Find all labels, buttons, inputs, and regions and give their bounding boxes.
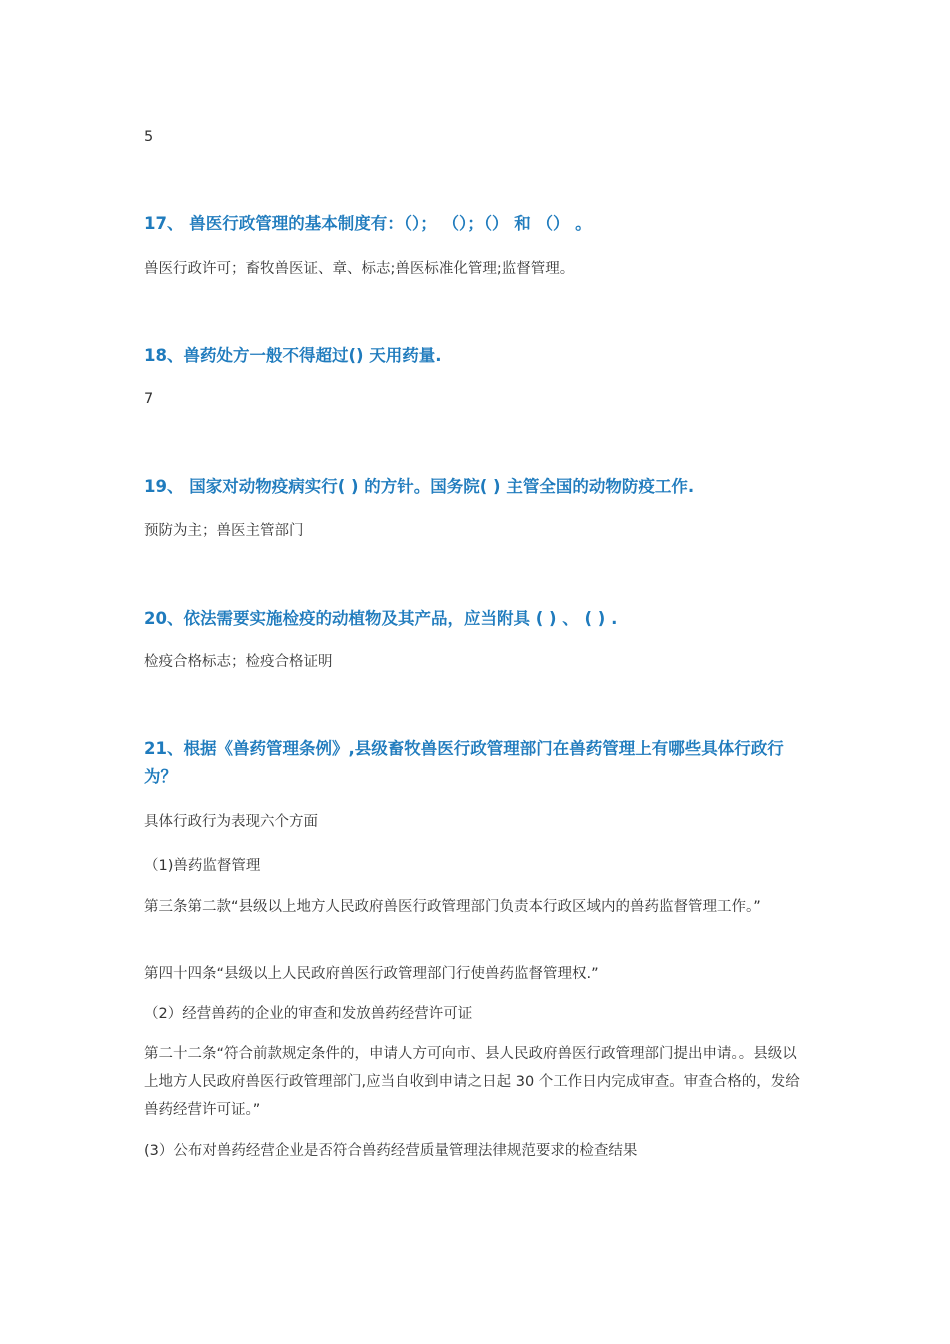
question-18: 18、兽药处方一般不得超过() 天用药量. [144, 346, 442, 365]
question-20: 20、依法需要实施检疫的动植物及其产品，应当附具 ( ) 、 ( ) . [144, 609, 618, 628]
answer-21-point-2: （2）经营兽药的企业的审查和发放兽药经营许可证 [144, 1006, 473, 1022]
answer-18: 7 [144, 391, 154, 407]
answer-21-article-44: 第四十四条“县级以上人民政府兽医行政管理部门行使兽药监督管理权.” [144, 966, 599, 982]
answer-21-point-1: （1)兽药监督管理 [144, 858, 261, 874]
answer-16-tail: 5 [144, 129, 154, 145]
answer-17: 兽医行政许可；畜牧兽医证、章、标志;兽医标准化管理;监督管理。 [144, 261, 575, 277]
question-21: 21、根据《兽药管理条例》,县级畜牧兽医行政管理部门在兽药管理上有哪些具体行政行为？ [144, 739, 784, 786]
answer-21-article-22: 第二十二条“符合前款规定条件的，申请人方可向市、县人民政府兽医行政管理部门提出申请。。县级以上地方人民政府兽医行政管理部门,应当自收到申请之日起 30 个工作日内完成审查。审查合格的，发给兽药经营许可证。” [144, 1046, 800, 1118]
answer-21-intro: 具体行政行为表现六个方面 [144, 814, 318, 830]
answer-20: 检疫合格标志；检疫合格证明 [144, 654, 333, 670]
answer-21-point-3: (3）公布对兽药经营企业是否符合兽药经营质量管理法律规范要求的检查结果 [144, 1143, 638, 1159]
question-17: 17、 兽医行政管理的基本制度有：（）； （）；（） 和 （） 。 [144, 214, 592, 233]
question-19: 19、 国家对动物疫病实行( ) 的方针。国务院( ) 主管全国的动物防疫工作. [144, 477, 695, 496]
answer-19: 预防为主；兽医主管部门 [144, 523, 304, 539]
answer-21-article-3: 第三条第二款“县级以上地方人民政府兽医行政管理部门负责本行政区域内的兽药监督管理工作。” [144, 899, 761, 915]
